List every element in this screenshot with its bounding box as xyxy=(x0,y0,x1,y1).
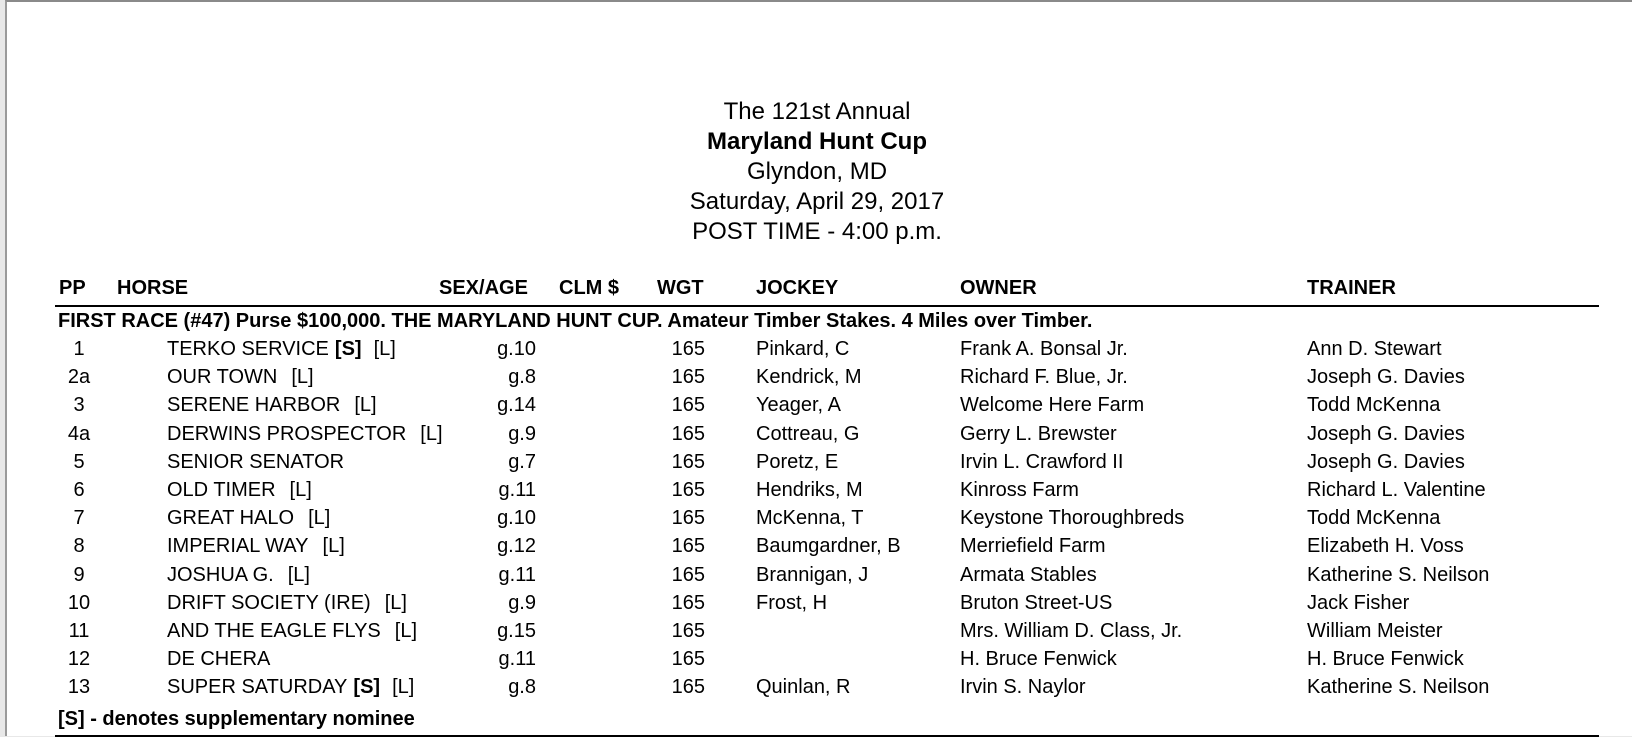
horse-name: AND THE EAGLE FLYS xyxy=(167,620,381,642)
table-row xyxy=(7,676,1627,704)
sex-age: g.10 xyxy=(497,338,536,360)
trainer: Todd McKenna xyxy=(1307,394,1441,417)
sex-age: g.11 xyxy=(498,648,536,671)
owner: Kinross Farm xyxy=(960,479,1079,501)
table-row xyxy=(7,592,1627,620)
trainer: Katherine S. Neilson xyxy=(1307,563,1490,586)
weight: 165 xyxy=(671,422,705,445)
column-header-jockey: JOCKEY xyxy=(756,277,839,299)
event-edition: The 121st Annual xyxy=(723,98,911,125)
sex-age: g.8 xyxy=(508,676,536,699)
sex-age: g.15 xyxy=(497,620,536,642)
owner: Irvin L. Crawford II xyxy=(960,450,1124,473)
sex-age: g.8 xyxy=(508,366,536,389)
column-header-sex-age: SEX/AGE xyxy=(439,277,528,299)
table-row xyxy=(7,479,1627,507)
medication-tag: [L] xyxy=(291,366,314,389)
medication-tag: [L] xyxy=(308,507,331,530)
table-row xyxy=(7,507,1627,535)
table-row xyxy=(7,620,1627,648)
trainer: Richard L. Valentine xyxy=(1307,479,1486,501)
horse-cell xyxy=(167,423,443,446)
medication-tag: [L] xyxy=(373,338,396,360)
post-position: 1 xyxy=(73,338,85,360)
jockey: Yeager, A xyxy=(756,394,841,417)
owner: Merriefield Farm xyxy=(960,535,1106,558)
table-row xyxy=(7,423,1627,451)
post-position: 6 xyxy=(73,479,85,501)
trainer: Katherine S. Neilson xyxy=(1307,676,1490,699)
horse-name: DRIFT SOCIETY (IRE) xyxy=(167,591,371,614)
horse-cell xyxy=(167,535,345,558)
horse-cell xyxy=(167,338,396,361)
horse-name: DERWINS PROSPECTOR xyxy=(167,422,407,445)
horse-cell xyxy=(167,479,312,502)
event-title: Maryland Hunt Cup xyxy=(707,128,927,155)
medication-tag: [L] xyxy=(384,591,407,614)
table-row xyxy=(7,535,1627,563)
table-row xyxy=(7,564,1627,592)
trainer: Joseph G. Davies xyxy=(1307,366,1465,389)
weight: 165 xyxy=(671,366,705,389)
table-row xyxy=(7,451,1627,479)
column-header-trainer: TRAINER xyxy=(1307,277,1396,299)
weight: 165 xyxy=(671,620,705,642)
jockey: Brannigan, J xyxy=(756,563,869,586)
horse-cell xyxy=(167,620,417,643)
trainer: Ann D. Stewart xyxy=(1307,338,1442,360)
weight: 165 xyxy=(671,338,705,360)
post-position: 7 xyxy=(73,507,85,530)
trainer: Joseph G. Davies xyxy=(1307,450,1465,473)
sex-age: g.14 xyxy=(497,394,536,417)
table-row xyxy=(7,394,1627,422)
horse-name: JOSHUA G. xyxy=(167,563,274,586)
race-title: FIRST RACE (#47) Purse $100,000. THE MARYLAND HUNT CUP. Amateur Timber Stakes. 4 Miles over Timber. xyxy=(58,310,1093,332)
weight: 165 xyxy=(671,507,705,530)
owner: Bruton Street-US xyxy=(960,591,1113,614)
jockey: Quinlan, R xyxy=(756,676,851,699)
owner: Mrs. William D. Class, Jr. xyxy=(960,620,1183,642)
weight: 165 xyxy=(671,563,705,586)
jockey: McKenna, T xyxy=(756,507,864,530)
trainer: Jack Fisher xyxy=(1307,591,1410,614)
jockey: Kendrick, M xyxy=(756,366,862,389)
table-row xyxy=(7,338,1627,366)
trainer: Todd McKenna xyxy=(1307,507,1441,530)
horse-cell xyxy=(167,676,414,699)
medication-tag: [L] xyxy=(392,676,415,699)
post-position: 3 xyxy=(73,394,85,417)
post-position: 4a xyxy=(67,422,91,445)
jockey: Frost, H xyxy=(756,591,828,614)
medication-tag: [L] xyxy=(287,563,310,586)
horse-name: SUPER SATURDAY xyxy=(167,676,348,699)
weight: 165 xyxy=(671,394,705,417)
weight: 165 xyxy=(671,591,705,614)
trainer: H. Bruce Fenwick xyxy=(1307,648,1464,671)
owner: H. Bruce Fenwick xyxy=(960,648,1117,671)
supplementary-tag: [S] xyxy=(334,338,362,360)
trainer: Elizabeth H. Voss xyxy=(1307,535,1464,558)
owner: Irvin S. Naylor xyxy=(960,676,1086,699)
horse-name: GREAT HALO xyxy=(167,507,295,530)
post-position: 9 xyxy=(73,563,85,586)
horse-name: OUR TOWN xyxy=(167,366,278,389)
horse-name: TERKO SERVICE xyxy=(167,338,329,360)
weight: 165 xyxy=(671,648,705,671)
sex-age: g.10 xyxy=(497,507,536,530)
owner: Welcome Here Farm xyxy=(960,394,1145,417)
medication-tag: [L] xyxy=(394,620,418,642)
horse-cell xyxy=(167,592,407,615)
column-header-pp: PP xyxy=(59,277,86,299)
horse-name: SENIOR SENATOR xyxy=(167,450,345,473)
jockey: Pinkard, C xyxy=(756,338,850,360)
horse-cell xyxy=(167,451,344,474)
event-header xyxy=(7,97,1627,247)
horse-cell xyxy=(167,394,377,417)
horse-name: SERENE HARBOR xyxy=(167,394,341,417)
sex-age: g.11 xyxy=(498,563,536,586)
owner: Gerry L. Brewster xyxy=(960,422,1117,445)
horse-cell xyxy=(167,366,314,389)
weight: 165 xyxy=(671,479,705,501)
jockey: Poretz, E xyxy=(756,450,839,473)
column-header-horse: HORSE xyxy=(117,277,189,299)
medication-tag: [L] xyxy=(354,394,377,417)
horse-cell xyxy=(167,648,270,671)
weight: 165 xyxy=(671,450,705,473)
medication-tag: [L] xyxy=(322,535,345,558)
horse-cell xyxy=(167,507,330,530)
sex-age: g.12 xyxy=(497,535,536,558)
jockey: Hendriks, M xyxy=(756,479,863,501)
post-position: 11 xyxy=(68,620,90,642)
jockey: Baumgardner, B xyxy=(756,535,901,558)
trainer: Joseph G. Davies xyxy=(1307,422,1465,445)
medication-tag: [L] xyxy=(289,479,312,501)
owner: Keystone Thoroughbreds xyxy=(960,507,1185,530)
footnote: [S] - denotes supplementary nominee xyxy=(58,708,415,730)
horse-name: IMPERIAL WAY xyxy=(167,535,309,558)
table-row xyxy=(7,366,1627,394)
column-header-wgt: WGT xyxy=(657,277,704,299)
sex-age: g.11 xyxy=(498,479,536,501)
column-header-clm: CLM $ xyxy=(559,277,619,299)
post-position: 2a xyxy=(67,366,91,389)
owner: Armata Stables xyxy=(960,563,1097,586)
post-position: 5 xyxy=(73,450,85,473)
owner: Frank A. Bonsal Jr. xyxy=(960,338,1128,360)
event-post-time: POST TIME - 4:00 p.m. xyxy=(692,218,942,245)
jockey: Cottreau, G xyxy=(756,422,860,445)
horse-cell xyxy=(167,564,310,587)
event-date: Saturday, April 29, 2017 xyxy=(689,188,945,215)
post-position: 8 xyxy=(73,535,85,558)
header-rule xyxy=(55,305,1599,307)
horse-name: OLD TIMER xyxy=(167,479,276,501)
sex-age: g.9 xyxy=(508,422,536,445)
medication-tag: [L] xyxy=(420,422,443,445)
sex-age: g.9 xyxy=(508,591,536,614)
column-header-owner: OWNER xyxy=(960,277,1037,299)
post-position: 12 xyxy=(67,648,91,671)
supplementary-tag: [S] xyxy=(353,676,381,699)
sex-age: g.7 xyxy=(508,450,536,473)
table-row xyxy=(7,648,1627,676)
event-location: Glyndon, MD xyxy=(746,158,888,185)
post-position: 10 xyxy=(67,591,91,614)
trainer: William Meister xyxy=(1307,620,1443,642)
owner: Richard F. Blue, Jr. xyxy=(960,366,1128,389)
weight: 165 xyxy=(671,676,705,699)
horse-name: DE CHERA xyxy=(167,648,271,671)
weight: 165 xyxy=(671,535,705,558)
document-page xyxy=(5,0,1632,736)
post-position: 13 xyxy=(67,676,91,699)
